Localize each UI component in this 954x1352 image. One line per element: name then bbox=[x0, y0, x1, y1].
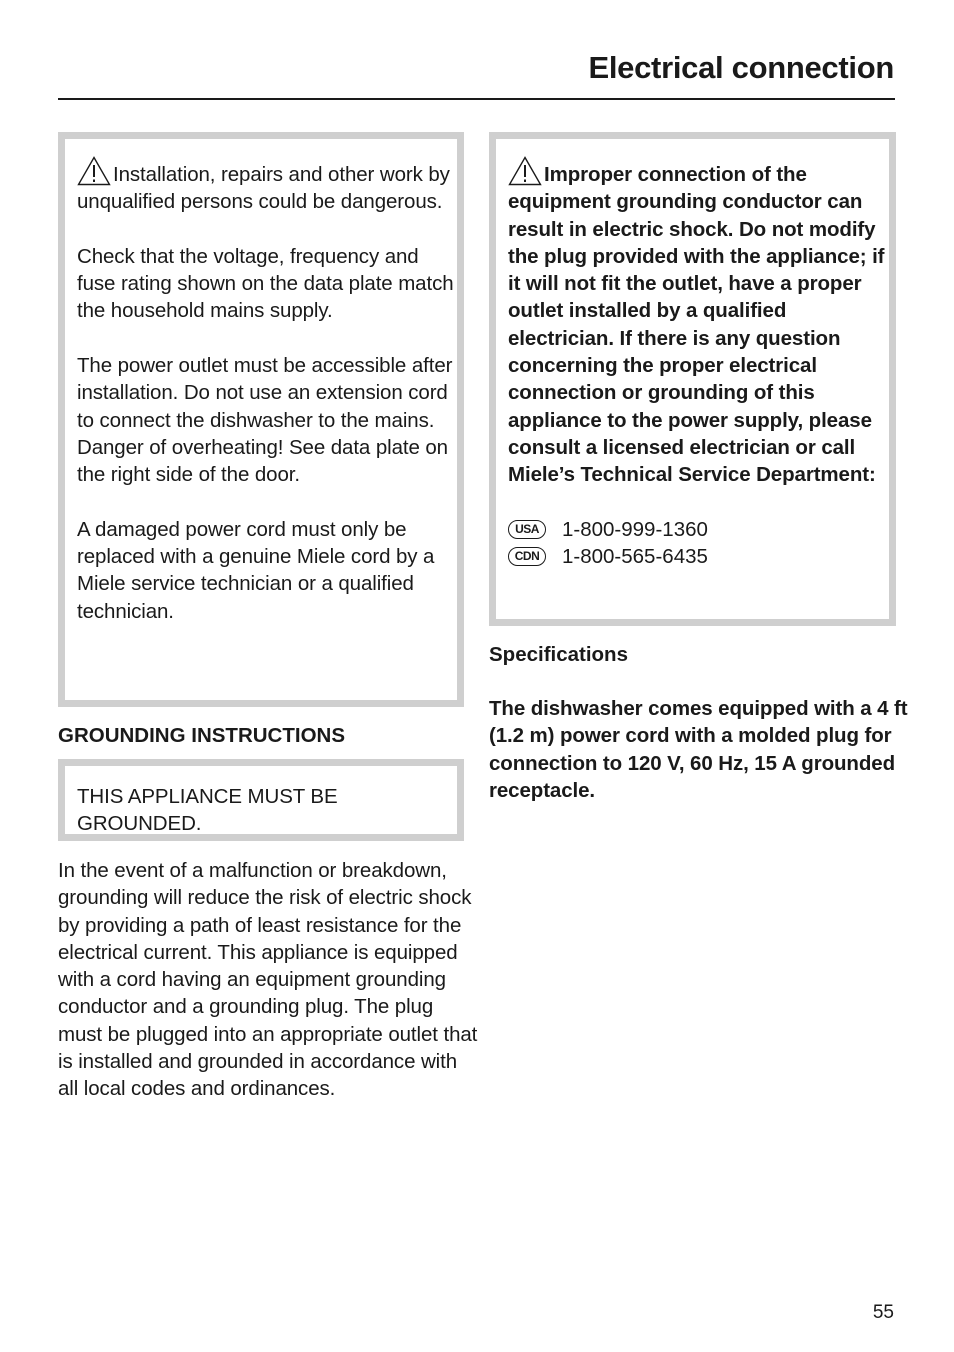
page-number: 55 bbox=[872, 1302, 894, 1323]
phone-row-usa bbox=[508, 516, 889, 543]
specifications-body: The dishwasher comes equipped with a 4 ft (1.2 m) power cord with a molded plug for connection to 120 V, 60 Hz, 15 A grounded receptacle. bbox=[489, 697, 908, 802]
grounding-heading: GROUNDING INSTRUCTIONS bbox=[58, 724, 345, 747]
safety-paragraph: A damaged power cord must only be replaced with a genuine Miele cord by a Miele service technician or a qualified technician. bbox=[77, 517, 435, 623]
grounding-notice-box bbox=[58, 759, 464, 841]
grounding-warning-box bbox=[489, 132, 896, 626]
grounding-body: In the event of a malfunction or breakdown, grounding will reduce the risk of electric shock by providing a path of least resistance for the electrical current. This appliance is equipped with a cord having an equipment grounding conductor and a grounding plug. The plug must be plugged into an appropriate outlet that is installed and grounded in accordance with all local codes and ordinances. bbox=[58, 859, 478, 1101]
phone-row-cdn bbox=[508, 543, 889, 570]
page-title: Electrical connection bbox=[588, 50, 894, 85]
specifications-heading: Specifications bbox=[489, 643, 628, 666]
warning-triangle-icon bbox=[508, 156, 542, 186]
title-divider bbox=[58, 98, 895, 100]
grounding-warning-text: Improper connection of the equipment grounding conductor can result in electric shock. Do not modify the plug provided with the appliance; if it will not fit the outlet, have a proper outlet installed by a qualified electrician. If there is any question concerning the proper electrical connection or grounding of this appliance to the power supply, please consult a licensed electrician or call Miele’s Technical Service Department: bbox=[508, 156, 889, 489]
phone-number: 1-800-565-6435 bbox=[562, 544, 708, 568]
safety-paragraph: Check that the voltage, frequency and fuse rating shown on the data plate match the household mains supply. bbox=[77, 244, 454, 323]
phone-number: 1-800-999-1360 bbox=[562, 517, 708, 541]
safety-warning-box bbox=[58, 132, 464, 707]
usa-country-icon: USA bbox=[508, 520, 546, 539]
warning-triangle-icon bbox=[77, 156, 111, 186]
cdn-country-icon: CDN bbox=[508, 547, 546, 566]
grounding-notice: THIS APPLIANCE MUST BE GROUNDED. bbox=[77, 785, 338, 836]
safety-paragraph: The power outlet must be accessible after installation. Do not use an extension cord to connect the dishwasher to the mains. Danger of overheating! See data plate on the right side of the door. bbox=[77, 354, 453, 487]
safety-paragraph: Installation, repairs and other work by unqualified persons could be dangerous. bbox=[77, 156, 457, 216]
